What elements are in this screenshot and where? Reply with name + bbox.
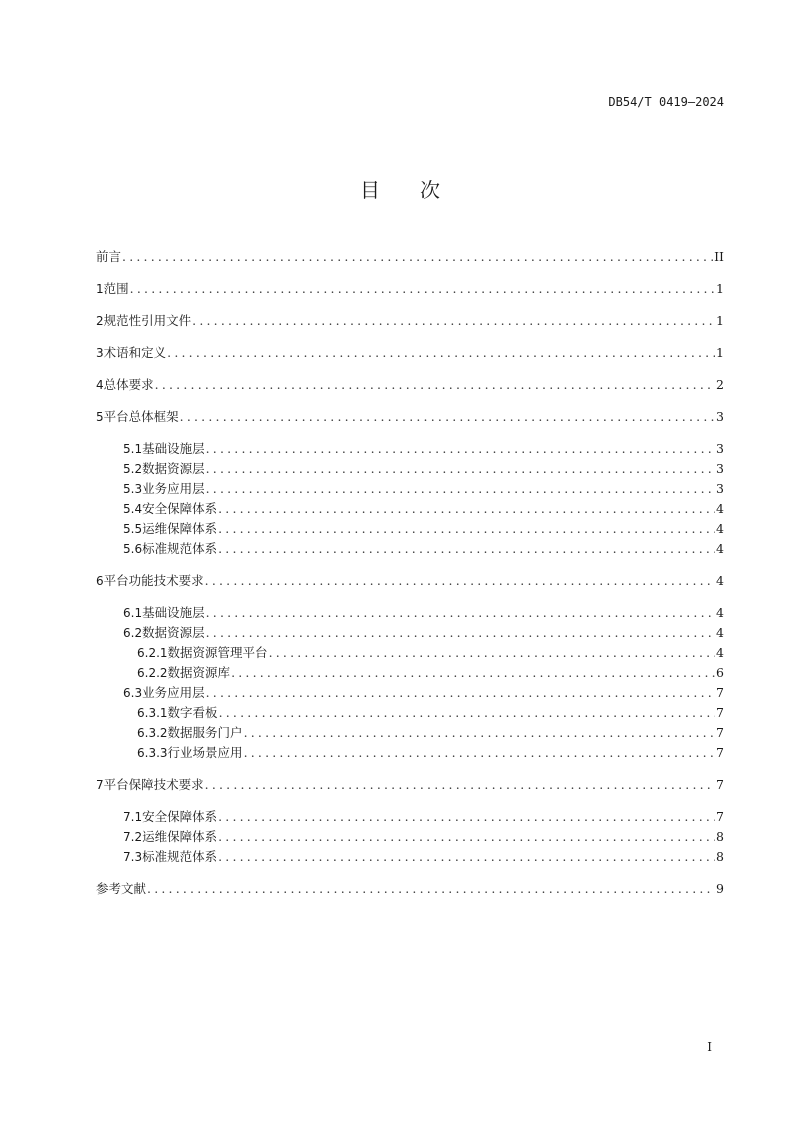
toc-entry-page: II bbox=[714, 249, 724, 264]
toc-entry-page: 8 bbox=[716, 849, 724, 864]
toc-entry-page: 9 bbox=[716, 881, 724, 896]
toc-leader-dots bbox=[244, 745, 715, 760]
toc-entry-label: 运维保障体系 bbox=[142, 829, 218, 844]
toc-entry[interactable] bbox=[96, 847, 724, 867]
toc-leader-dots bbox=[244, 725, 715, 740]
toc-entry-page: 7 bbox=[716, 745, 724, 760]
toc-entry-page: 4 bbox=[716, 541, 724, 556]
toc-entry-page: 7 bbox=[716, 705, 724, 720]
toc-entry-page: 4 bbox=[716, 573, 724, 588]
toc-entry-label: 前言 bbox=[96, 249, 122, 264]
toc-entry-page: 7 bbox=[716, 777, 724, 792]
toc-entry-number: 6.2.1 bbox=[137, 646, 168, 660]
toc-entry[interactable] bbox=[96, 571, 724, 591]
toc-leader-dots bbox=[206, 625, 715, 640]
toc-entry-label: 业务应用层 bbox=[142, 685, 205, 700]
toc-entry-label: 数字看板 bbox=[167, 705, 218, 720]
toc-leader-dots bbox=[192, 313, 715, 328]
toc-entry-number: 4 bbox=[96, 378, 104, 392]
toc-entry[interactable] bbox=[96, 375, 724, 395]
toc-entry-label: 安全保障体系 bbox=[142, 501, 218, 516]
toc-entry[interactable] bbox=[96, 343, 724, 363]
toc-leader-dots bbox=[218, 849, 715, 864]
toc-entry-page: 4 bbox=[716, 645, 724, 660]
toc-entry[interactable] bbox=[96, 723, 724, 743]
toc-entry-label: 参考文献 bbox=[96, 881, 147, 896]
toc-entry[interactable] bbox=[96, 407, 724, 427]
toc-entry-page: 1 bbox=[716, 313, 724, 328]
toc-entry-number: 6.2 bbox=[123, 626, 143, 640]
toc-entry[interactable] bbox=[96, 311, 724, 331]
toc-entry-number: 3 bbox=[96, 346, 104, 360]
toc-entry-number: 6.3 bbox=[123, 686, 143, 700]
toc-entry-number: 7.2 bbox=[123, 830, 143, 844]
toc-entry-page: 4 bbox=[716, 625, 724, 640]
toc-entry-label: 标准规范体系 bbox=[142, 541, 218, 556]
toc-leader-dots bbox=[122, 249, 713, 264]
toc-leader-dots bbox=[206, 441, 715, 456]
toc-entry-page: 7 bbox=[716, 725, 724, 740]
toc-entry-label: 数据资源层 bbox=[142, 625, 205, 640]
toc-entry-number: 6.3.2 bbox=[137, 726, 168, 740]
toc-leader-dots bbox=[219, 705, 715, 720]
toc-entry[interactable] bbox=[96, 683, 724, 703]
toc-entry-label: 数据资源层 bbox=[142, 461, 205, 476]
toc-entry-number: 5.4 bbox=[123, 502, 143, 516]
toc-entry-page: 3 bbox=[716, 461, 724, 476]
toc-leader-dots bbox=[147, 881, 715, 896]
toc-entry-page: 3 bbox=[716, 409, 724, 424]
toc-entry-label: 安全保障体系 bbox=[142, 809, 218, 824]
toc-entry-number: 6 bbox=[96, 574, 104, 588]
toc-entry-page: 4 bbox=[716, 501, 724, 516]
toc-entry-page: 4 bbox=[716, 605, 724, 620]
toc-entry-number: 6.1 bbox=[123, 606, 143, 620]
toc-entry-page: 7 bbox=[716, 809, 724, 824]
toc-leader-dots bbox=[180, 409, 715, 424]
toc-entry-label: 范围 bbox=[103, 281, 129, 296]
toc-entry[interactable] bbox=[96, 279, 724, 299]
toc-entry[interactable] bbox=[96, 439, 724, 459]
toc-entry-label: 行业场景应用 bbox=[167, 745, 243, 760]
toc-entry[interactable] bbox=[96, 247, 724, 267]
toc-leader-dots bbox=[206, 605, 715, 620]
toc-entry[interactable] bbox=[96, 643, 724, 663]
toc-entry-page: 1 bbox=[716, 345, 724, 360]
toc-leader-dots bbox=[218, 541, 715, 556]
title-char-1: 目 bbox=[360, 178, 380, 202]
toc-leader-dots bbox=[269, 645, 715, 660]
toc-entry[interactable] bbox=[96, 499, 724, 519]
page-title bbox=[0, 174, 800, 203]
toc-leader-dots bbox=[218, 501, 715, 516]
toc-entry-number: 7.3 bbox=[123, 850, 143, 864]
toc-entry-page: 7 bbox=[716, 685, 724, 700]
page-number: I bbox=[707, 1040, 712, 1054]
toc-entry-label: 规范性引用文件 bbox=[103, 313, 192, 328]
toc-entry-label: 术语和定义 bbox=[103, 345, 167, 360]
toc-entry[interactable] bbox=[96, 603, 724, 623]
toc-entry-label: 业务应用层 bbox=[142, 481, 205, 496]
toc-entry[interactable] bbox=[96, 879, 724, 899]
toc-entry-page: 6 bbox=[716, 665, 724, 680]
toc-entry-label: 标准规范体系 bbox=[142, 849, 218, 864]
toc-entry[interactable] bbox=[96, 539, 724, 559]
toc-entry[interactable] bbox=[96, 519, 724, 539]
toc-entry[interactable] bbox=[96, 479, 724, 499]
toc-entry[interactable] bbox=[96, 807, 724, 827]
toc-leader-dots bbox=[167, 345, 715, 360]
toc-entry-number: 5.3 bbox=[123, 482, 143, 496]
toc-entry[interactable] bbox=[96, 743, 724, 763]
toc-entry-page: 4 bbox=[716, 521, 724, 536]
toc-entry-label: 数据资源库 bbox=[167, 665, 231, 680]
toc-leader-dots bbox=[218, 829, 715, 844]
toc-entry-number: 5.6 bbox=[123, 542, 143, 556]
toc-leader-dots bbox=[218, 809, 715, 824]
toc-entry-page: 8 bbox=[716, 829, 724, 844]
toc-entry[interactable] bbox=[96, 703, 724, 723]
toc-leader-dots bbox=[218, 521, 715, 536]
toc-leader-dots bbox=[206, 481, 715, 496]
document-id: DB54/T 0419—2024 bbox=[608, 95, 724, 109]
toc-entry-number: 6.2.2 bbox=[137, 666, 168, 680]
toc-entry-label: 数据服务门户 bbox=[167, 725, 243, 740]
toc-entry[interactable] bbox=[96, 623, 724, 643]
toc-leader-dots bbox=[155, 377, 715, 392]
toc-entry-number: 7 bbox=[96, 778, 104, 792]
toc-entry-label: 基础设施层 bbox=[142, 605, 205, 620]
toc-entry-label: 总体要求 bbox=[103, 377, 154, 392]
toc-entry-page: 1 bbox=[716, 281, 724, 296]
toc-leader-dots bbox=[130, 281, 715, 296]
toc-leader-dots bbox=[205, 573, 715, 588]
toc-entry-number: 5.1 bbox=[123, 442, 143, 456]
toc-entry-number: 7.1 bbox=[123, 810, 143, 824]
toc-entry-number: 5.5 bbox=[123, 522, 143, 536]
toc-entry-page: 3 bbox=[716, 481, 724, 496]
toc-entry-number: 6.3.3 bbox=[137, 746, 168, 760]
toc-leader-dots bbox=[206, 461, 715, 476]
toc-entry[interactable] bbox=[96, 663, 724, 683]
toc-entry-page: 2 bbox=[716, 377, 724, 392]
toc-entry[interactable] bbox=[96, 827, 724, 847]
toc-leader-dots bbox=[205, 777, 715, 792]
toc-leader-dots bbox=[231, 665, 715, 680]
toc-entry-label: 运维保障体系 bbox=[142, 521, 218, 536]
toc-entry-number: 5 bbox=[96, 410, 104, 424]
toc-entry[interactable] bbox=[96, 459, 724, 479]
toc-entry-number: 2 bbox=[96, 314, 104, 328]
toc-entry-number: 1 bbox=[96, 282, 104, 296]
toc-entry-number: 5.2 bbox=[123, 462, 143, 476]
toc-entry-number: 6.3.1 bbox=[137, 706, 168, 720]
toc-entry[interactable] bbox=[96, 775, 724, 795]
title-char-2: 次 bbox=[420, 178, 440, 202]
toc-entry-page: 3 bbox=[716, 441, 724, 456]
toc-entry-label: 平台总体框架 bbox=[103, 409, 179, 424]
table-of-contents bbox=[96, 247, 724, 899]
toc-entry-label: 数据资源管理平台 bbox=[167, 645, 268, 660]
toc-entry-label: 平台保障技术要求 bbox=[103, 777, 204, 792]
toc-entry-label: 平台功能技术要求 bbox=[103, 573, 204, 588]
toc-entry-label: 基础设施层 bbox=[142, 441, 205, 456]
toc-leader-dots bbox=[206, 685, 715, 700]
